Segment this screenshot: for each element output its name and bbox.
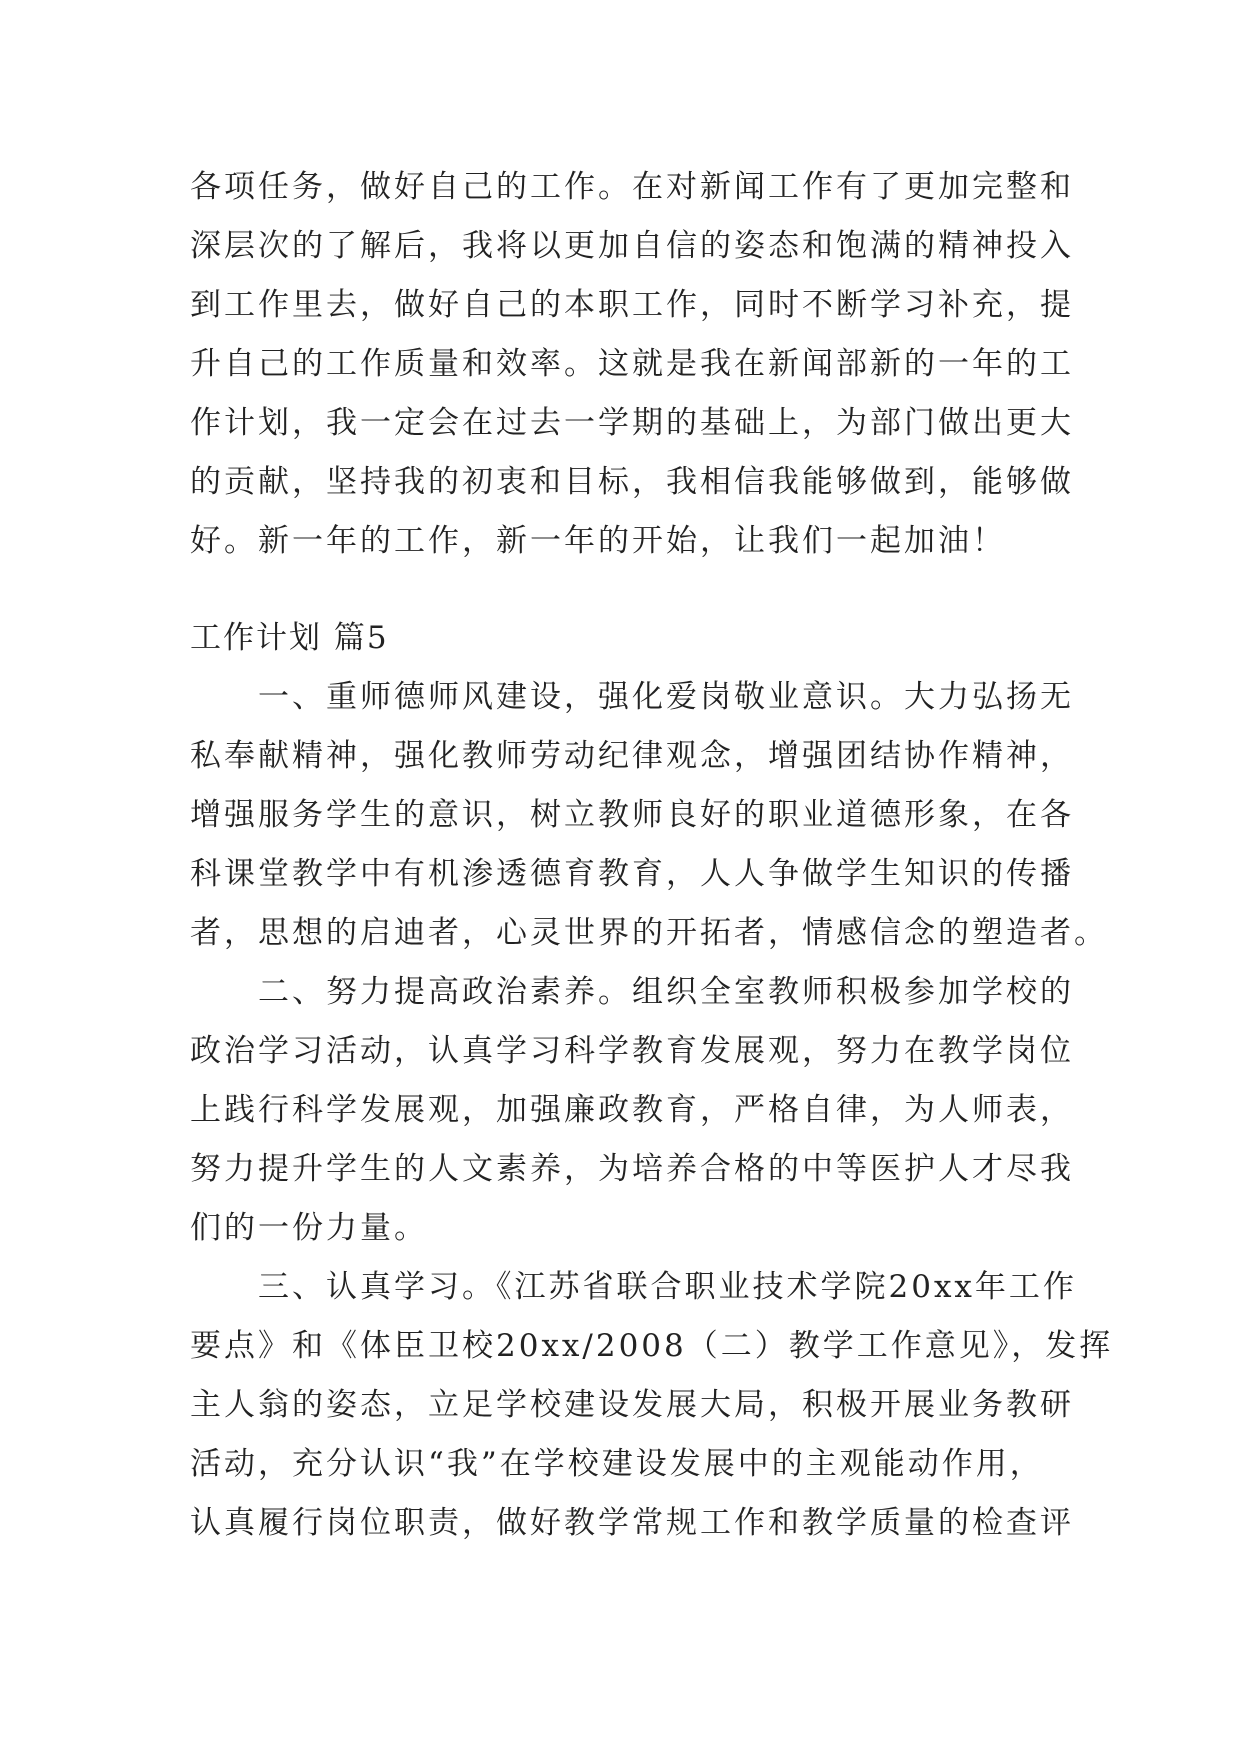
paragraph-line: 深层次的了解后，我将以更加自信的姿态和饱满的精神投入 bbox=[190, 228, 1074, 264]
paragraph-line: 们的一份力量。 bbox=[190, 1210, 428, 1246]
paragraph-line: 到工作里去，做好自己的本职工作，同时不断学习补充，提 bbox=[190, 287, 1074, 323]
paragraph-line: 活动，充分认识“我”在学校建设发展中的主观能动作用， bbox=[190, 1446, 1044, 1482]
paragraph-line: 科课堂教学中有机渗透德育教育，人人争做学生知识的传播 bbox=[190, 856, 1074, 892]
paragraph-line: 升自己的工作质量和效率。这就是我在新闻部新的一年的工 bbox=[190, 346, 1074, 382]
paragraph-line: 的贡献，坚持我的初衷和目标，我相信我能够做到，能够做 bbox=[190, 464, 1074, 500]
paragraph-line: 主人翁的姿态，立足学校建设发展大局，积极开展业务教研 bbox=[190, 1387, 1074, 1423]
paragraph-line: 增强服务学生的意识，树立教师良好的职业道德形象，在各 bbox=[190, 797, 1074, 833]
paragraph-line: 上践行科学发展观，加强廉政教育，严格自律，为人师表， bbox=[190, 1092, 1074, 1128]
paragraph-line: 私奉献精神，强化教师劳动纪律观念，增强团结协作精神， bbox=[190, 738, 1074, 774]
document-body bbox=[190, 158, 1114, 1553]
section-heading: 工作计划 篇5 bbox=[190, 620, 389, 656]
paragraph-line: 二、努力提高政治素养。组织全室教师积极参加学校的 bbox=[190, 974, 1074, 1010]
paragraph-line: 好。新一年的工作，新一年的开始，让我们一起加油！ bbox=[190, 523, 1006, 559]
paragraph-line: 政治学习活动，认真学习科学教育发展观，努力在教学岗位 bbox=[190, 1033, 1074, 1069]
paragraph-line: 努力提升学生的人文素养，为培养合格的中等医护人才尽我 bbox=[190, 1151, 1074, 1187]
paragraph-line: 各项任务，做好自己的工作。在对新闻工作有了更加完整和 bbox=[190, 169, 1074, 205]
section-gap bbox=[190, 571, 1062, 609]
paragraph-line: 者，思想的启迪者，心灵世界的开拓者，情感信念的塑造者。 bbox=[190, 915, 1108, 951]
paragraph-line: 作计划，我一定会在过去一学期的基础上，为部门做出更大 bbox=[190, 405, 1074, 441]
paragraph-line: 一、重师德师风建设，强化爱岗敬业意识。大力弘扬无 bbox=[190, 679, 1074, 715]
paragraph-line: 三、认真学习。《江苏省联合职业技术学院20xx年工作 bbox=[190, 1269, 1077, 1305]
paragraph-line: 认真履行岗位职责，做好教学常规工作和教学质量的检查评 bbox=[190, 1505, 1074, 1541]
paragraph-line: 要点》和《体臣卫校20xx/2008（二）教学工作意见》，发挥 bbox=[190, 1328, 1114, 1364]
